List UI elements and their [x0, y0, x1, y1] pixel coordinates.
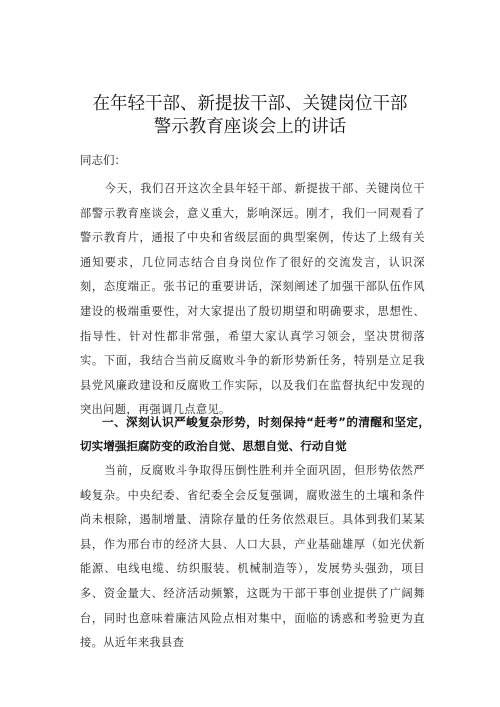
section-1-paragraph: 当前，反腐败斗争取得压倒性胜利并全面巩固，但形势依然严峻复杂。中央纪委、省纪委全会反复强调，腐败滋生的土壤和条件尚未根除，遏制增量、清除存量的任务依然艰巨。具体到我们某某县，作为邢台市的经济大县、人口大县，产业基础雄厚（如光伏新能源、电线电缆、纺织服装、机械制造等），发展势头强劲，项目多、资金量大、经济活动频繁，这既为干部干事创业提供了广阔舞台，同时也意味着廉洁风险点相对集中，面临的诱惑和考验更为直接。从近年来我县查 [80, 464, 425, 650]
document-title-line-1: 在年轻干部、新提拔干部、关键岗位干部 [92, 94, 408, 114]
document-title-line-2: 警示教育座谈会上的讲话 [153, 117, 347, 137]
intro-paragraph: 今天，我们召开这次全县年轻干部、新提拔干部、关键岗位干部警示教育座谈会，意义重大，影响深远。刚才，我们一同观看了警示教育片，通报了中央和省级层面的典型案例，传达了上级有关通知要求，几位同志结合自身岗位作了很好的交流发言，认识深刻，态度端正。张书记的重要讲话，深刻阐述了加强干部队伍作风建设的极端重要性，对大家提出了殷切期望和明确要求，思想性、指导性、针对性都非常强，希望大家认真学习领会，坚决贯彻落实。下面，我结合当前反腐败斗争的新形势新任务，特别是立足我县党风廉政建设和反腐败工作实际，以及我们在监督执纪中发现的突出问题，再强调几点意见。 [80, 182, 425, 417]
salutation: 同志们： [80, 153, 126, 167]
section-1-heading: 一、深刻认识严峻复杂形势，时刻保持“赶考”的清醒和坚定，切实增强拒腐防变的政治自觉、思想自觉、行动自觉 [80, 415, 430, 453]
